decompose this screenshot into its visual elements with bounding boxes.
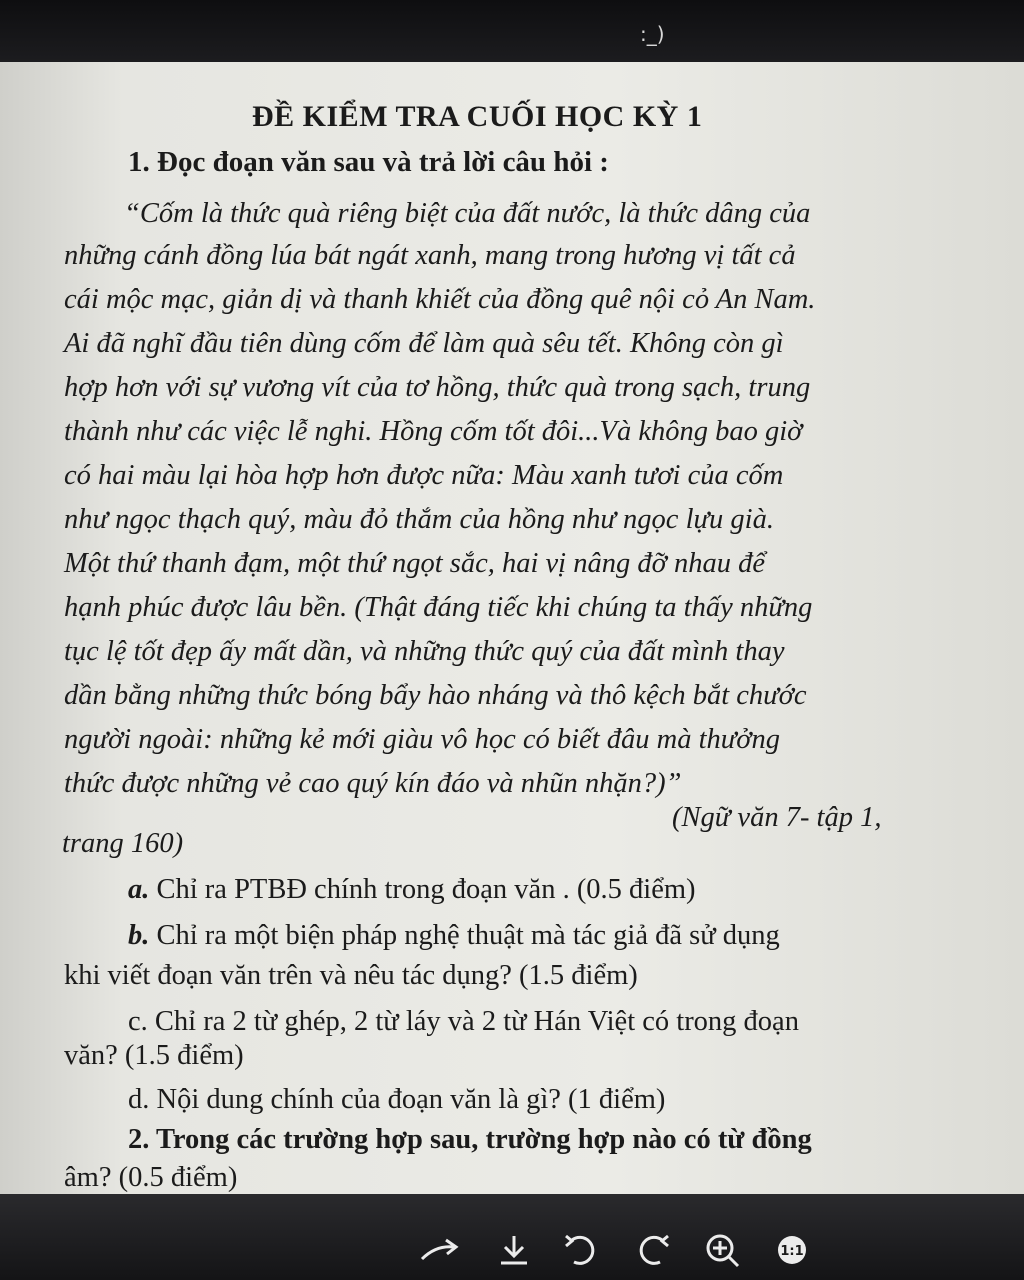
passage-line: Một thứ thanh đạm, một thứ ngọt sắc, hai vị nâng đỡ nhau để: [64, 548, 765, 579]
rotate-right-icon[interactable]: [630, 1232, 674, 1268]
source-citation-cont: trang 160): [62, 828, 184, 859]
passage-line: hạnh phúc được lâu bền. (Thật đáng tiếc khi chúng ta thấy những: [64, 592, 813, 623]
passage-line: hợp hơn với sự vương vít của tơ hồng, thức quà trong sạch, trung: [64, 372, 811, 403]
passage-line: tục lệ tốt đẹp ấy mất dần, và những thức quý của đất mình thay: [64, 636, 785, 667]
passage-line: người ngoài: những kẻ mới giàu vô học có biết đâu mà thưởng: [64, 724, 780, 755]
question-b: [128, 920, 780, 952]
question-d: d. Nội dung chính của đoạn văn là gì? (1 điểm): [128, 1084, 666, 1115]
rotate-left-icon[interactable]: [560, 1232, 604, 1268]
passage-line: Ai đã nghĩ đầu tiên dùng cốm để làm quà sêu tết. Không còn gì: [64, 328, 784, 359]
passage-line: thành như các việc lễ nghi. Hồng cốm tốt đôi...Và không bao giờ: [64, 416, 803, 447]
question-c-cont: văn? (1.5 điểm): [64, 1040, 244, 1071]
question-a-marker: a.: [128, 874, 150, 905]
passage-line: thức được những vẻ cao quý kín đáo và nhũn nhặn?)”: [64, 768, 682, 799]
passage-line: “Cốm là thức quà riêng biệt của đất nước, là thức dâng của: [124, 198, 811, 229]
actual-size-label: 1:1: [780, 1244, 804, 1259]
passage-line: có hai màu lại hòa hợp hơn được nữa: Màu xanh tươi của cốm: [64, 460, 784, 491]
section-2-cont: âm? (0.5 điểm): [64, 1162, 238, 1193]
question-a-text: Chỉ ra PTBĐ chính trong đoạn văn . (0.5 điểm): [156, 874, 696, 905]
question-c: c. Chỉ ra 2 từ ghép, 2 từ láy và 2 từ Hán Việt có trong đoạn: [128, 1006, 799, 1037]
section-1-heading: 1. Đọc đoạn văn sau và trả lời câu hỏi :: [128, 146, 609, 178]
document-photo: [0, 62, 1024, 1194]
passage-line: dần bằng những thức bóng bẩy hào nháng và thô kệch bắt chước: [64, 680, 807, 711]
passage-line: cái mộc mạc, giản dị và thanh khiết của đồng quê nội cỏ An Nam.: [64, 284, 816, 315]
question-b-text: Chỉ ra một biện pháp nghệ thuật mà tác giả đã sử dụng: [156, 920, 780, 951]
actual-size-icon[interactable]: [770, 1232, 814, 1268]
passage-line: như ngọc thạch quý, màu đỏ thắm của hồng như ngọc lựu già.: [64, 504, 774, 535]
question-b-marker: b.: [128, 920, 150, 951]
question-b-cont: khi viết đoạn văn trên và nêu tác dụng? (1.5 điểm): [64, 960, 638, 991]
zoom-in-icon[interactable]: [700, 1232, 744, 1268]
question-a: [128, 874, 696, 906]
share-arrow-icon[interactable]: [418, 1232, 462, 1268]
source-citation: (Ngữ văn 7- tập 1,: [672, 802, 882, 833]
download-icon[interactable]: [492, 1232, 536, 1268]
top-status-bar: [0, 0, 1024, 62]
image-viewer-toolbar: [0, 1194, 1024, 1280]
status-indicator: :_): [640, 22, 665, 46]
passage-line: những cánh đồng lúa bát ngát xanh, mang trong hương vị tất cả: [64, 240, 796, 271]
exam-title: ĐỀ KIỂM TRA CUỐI HỌC KỲ 1: [252, 100, 703, 133]
section-2-heading: 2. Trong các trường hợp sau, trường hợp nào có từ đồng: [128, 1124, 812, 1155]
